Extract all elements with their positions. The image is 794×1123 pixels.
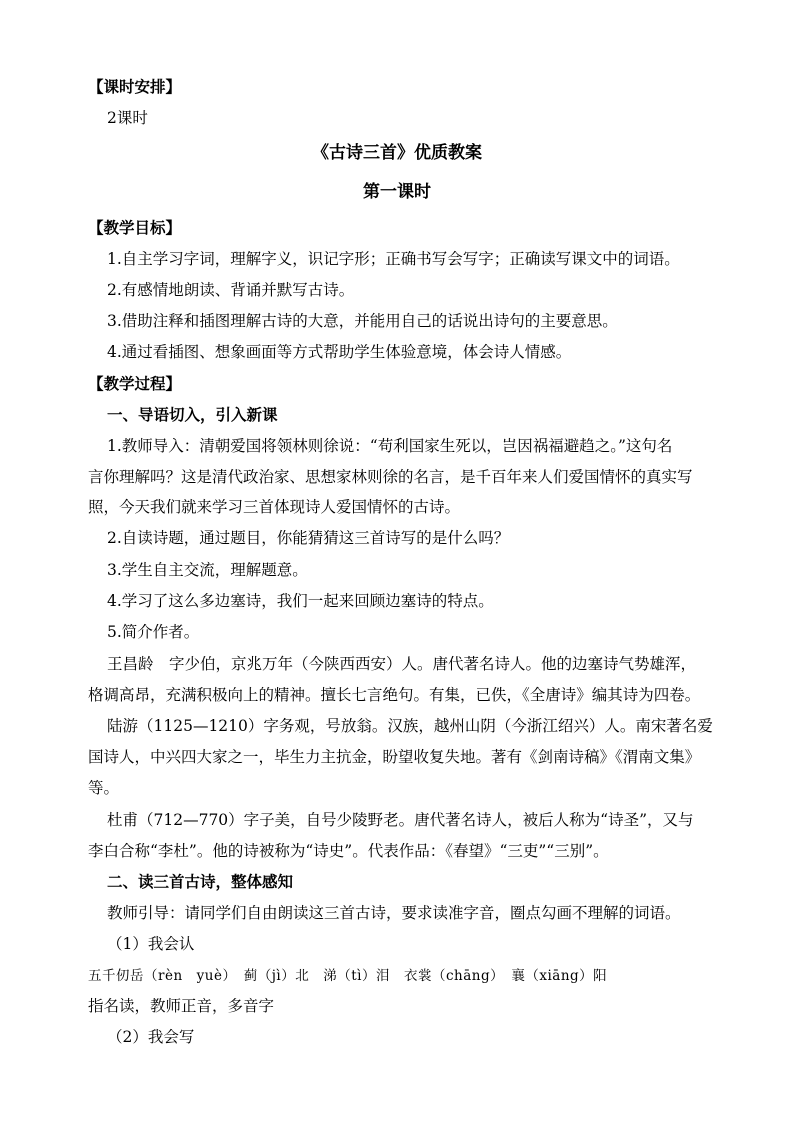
goal-item: 4.通过看插图、想象画面等方式帮助学生体验意境，体会诗人情感。 bbox=[107, 343, 572, 361]
author-line: 国诗人，中兴四大家之一，毕生力主抗金，盼望收复失地。著有《剑南诗稿》《渭南文集》 bbox=[88, 748, 701, 766]
process-heading: 【教学过程】 bbox=[88, 374, 182, 393]
part1-line: 2.自读诗题，通过题目，你能猜猜这三首诗写的是什么吗？ bbox=[107, 529, 510, 547]
lesson-title: 第一课时 bbox=[363, 182, 431, 202]
author-line: 陆游（1125—1210）字务观，号放翁。汉族，越州山阴（今浙江绍兴）人。南宋著名爱 bbox=[107, 717, 713, 735]
part1-line: 言你理解吗？这是清代政治家、思想家林则徐的名言，是千百年来人们爱国情怀的真实写 bbox=[88, 468, 693, 486]
part2-line: 教师引导：请同学们自由朗读这三首古诗，要求读准字音，圈点勾画不理解的词语。 bbox=[107, 904, 681, 922]
part2-heading: 二、读三首古诗，整体感知 bbox=[107, 872, 294, 891]
goal-item: 1.自主学习字词，理解字义，识记字形；正确书写会写字；正确读写课文中的词语。 bbox=[107, 250, 680, 268]
author-line: 等。 bbox=[88, 779, 120, 797]
author-line: 王昌龄 字少伯，京兆万年（今陕西西安）人。唐代著名诗人。他的边塞诗气势雄浑， bbox=[107, 655, 697, 673]
goal-item: 3.借助注释和插图理解古诗的大意，并能用自己的话说出诗句的主要意思。 bbox=[107, 312, 618, 330]
part1-line: 5.简介作者。 bbox=[107, 623, 200, 641]
author-line: 李白合称“李杜”。他的诗被称为“诗史”。代表作品：《春望》“三吏”“三别”。 bbox=[88, 842, 609, 860]
author-line: 杜甫（712—770）字子美，自号少陵野老。唐代著名诗人，被后人称为“诗圣”，又与 bbox=[107, 811, 694, 829]
part1-line: 照，今天我们就来学习三首体现诗人爱国情怀的古诗。 bbox=[88, 498, 461, 516]
pinyin-line: 五千仞岳（rèn yuè） 蓟（jì）北 涕（tì）泪 衣裳（chāng） 襄（xiāng）阳 bbox=[88, 968, 608, 984]
schedule-heading: 【课时安排】 bbox=[88, 77, 182, 96]
part1-line: 3.学生自主交流，理解题意。 bbox=[107, 561, 308, 579]
part2-line: （1）我会认 bbox=[107, 935, 195, 953]
part2-line: 指名读，教师正音，多音字 bbox=[88, 997, 275, 1015]
goal-item: 2.有感情地朗读、背诵并默写古诗。 bbox=[107, 281, 355, 299]
schedule-value: 2课时 bbox=[107, 109, 148, 127]
part1-line: 4.学习了这么多边塞诗，我们一起来回顾边塞诗的特点。 bbox=[107, 592, 494, 610]
author-line: 格调高昂，充满积极向上的精神。擅长七言绝句。有集，已佚，《全唐诗》编其诗为四卷。 bbox=[88, 686, 701, 704]
part1-line: 1.教师导入：清朝爱国将领林则徐说：“苟利国家生死以，岂因祸福避趋之。”这句名 bbox=[107, 437, 673, 455]
goals-heading: 【教学目标】 bbox=[88, 218, 182, 237]
document-title: 《古诗三首》优质教案 bbox=[312, 143, 482, 163]
part1-heading: 一、导语切入，引入新课 bbox=[107, 405, 278, 424]
part2-line: （2）我会写 bbox=[107, 1028, 195, 1046]
